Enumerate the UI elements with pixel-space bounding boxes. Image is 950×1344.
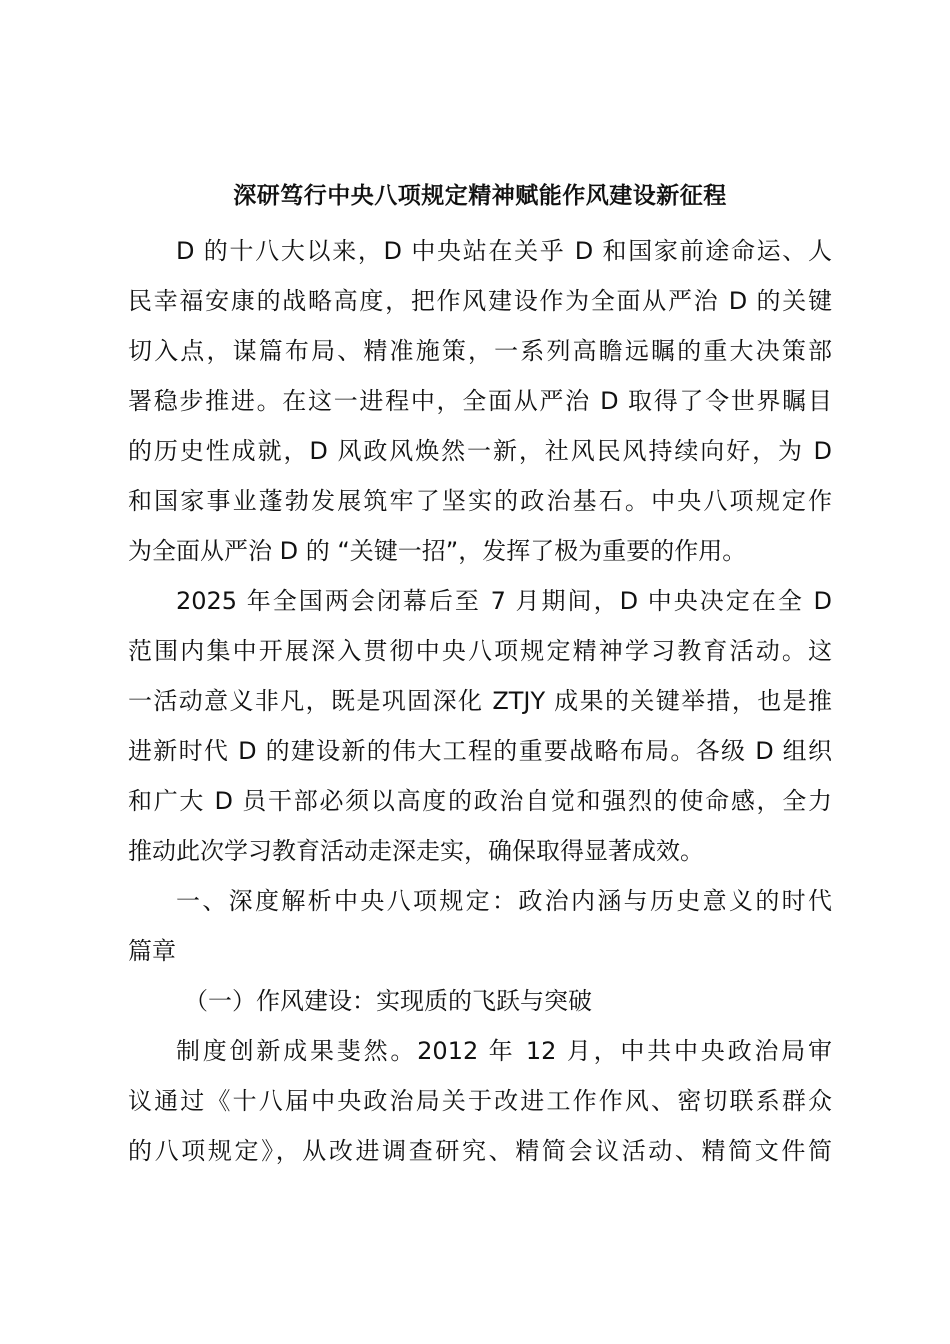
section-heading-line: 一、深度解析中央八项规定：政治内涵与历史意义的时代	[176, 887, 832, 915]
paragraph-line: 一活动意义非凡，既是巩固深化 ZTJY 成果的关键举措，也是推	[128, 687, 832, 715]
paragraph-line: 范围内集中开展深入贯彻中央八项规定精神学习教育活动。这	[128, 637, 832, 665]
paragraph-line: 进新时代 D 的建设新的伟大工程的重要战略布局。各级 D 组织	[128, 737, 832, 765]
section-heading-line: 篇章	[128, 937, 176, 965]
paragraph-line: 的历史性成就，D 风政风焕然一新，社风民风持续向好，为 D	[128, 437, 832, 465]
paragraph-line: 的八项规定》，从改进调查研究、精简会议活动、精简文件简	[128, 1137, 832, 1165]
paragraph-line: 议通过《十八届中央政治局关于改进工作作风、密切联系群众	[128, 1087, 832, 1115]
paragraph-line: 署稳步推进。在这一进程中，全面从严治 D 取得了令世界瞩目	[128, 387, 832, 415]
paragraph-line: 切入点，谋篇布局、精准施策，一系列高瞻远瞩的重大决策部	[128, 337, 832, 365]
paragraph-line: 民幸福安康的战略高度，把作风建设作为全面从严治 D 的关键	[128, 287, 832, 315]
paragraph-line: 制度创新成果斐然。2012 年 12 月，中共中央政治局审	[176, 1037, 832, 1065]
document-body	[128, 226, 832, 1176]
paragraph-line: 和国家事业蓬勃发展筑牢了坚实的政治基石。中央八项规定作	[128, 487, 832, 515]
paragraph-line: D 的十八大以来，D 中央站在关乎 D 和国家前途命运、人	[176, 237, 832, 265]
paragraph-line: 2025 年全国两会闭幕后至 7 月期间，D 中央决定在全 D	[176, 587, 832, 615]
paragraph-line: 为全面从严治 D 的 “关键一招”，发挥了极为重要的作用。	[128, 537, 747, 565]
paragraph-line: 和广大 D 员干部必须以高度的政治自觉和强烈的使命感，全力	[128, 787, 832, 815]
paragraph-line: 推动此次学习教育活动走深走实，确保取得显著成效。	[128, 837, 704, 865]
document-title: 深研笃行中央八项规定精神赋能作风建设新征程	[233, 183, 727, 209]
subsection-heading: （一）作风建设：实现质的飞跃与突破	[184, 987, 592, 1015]
